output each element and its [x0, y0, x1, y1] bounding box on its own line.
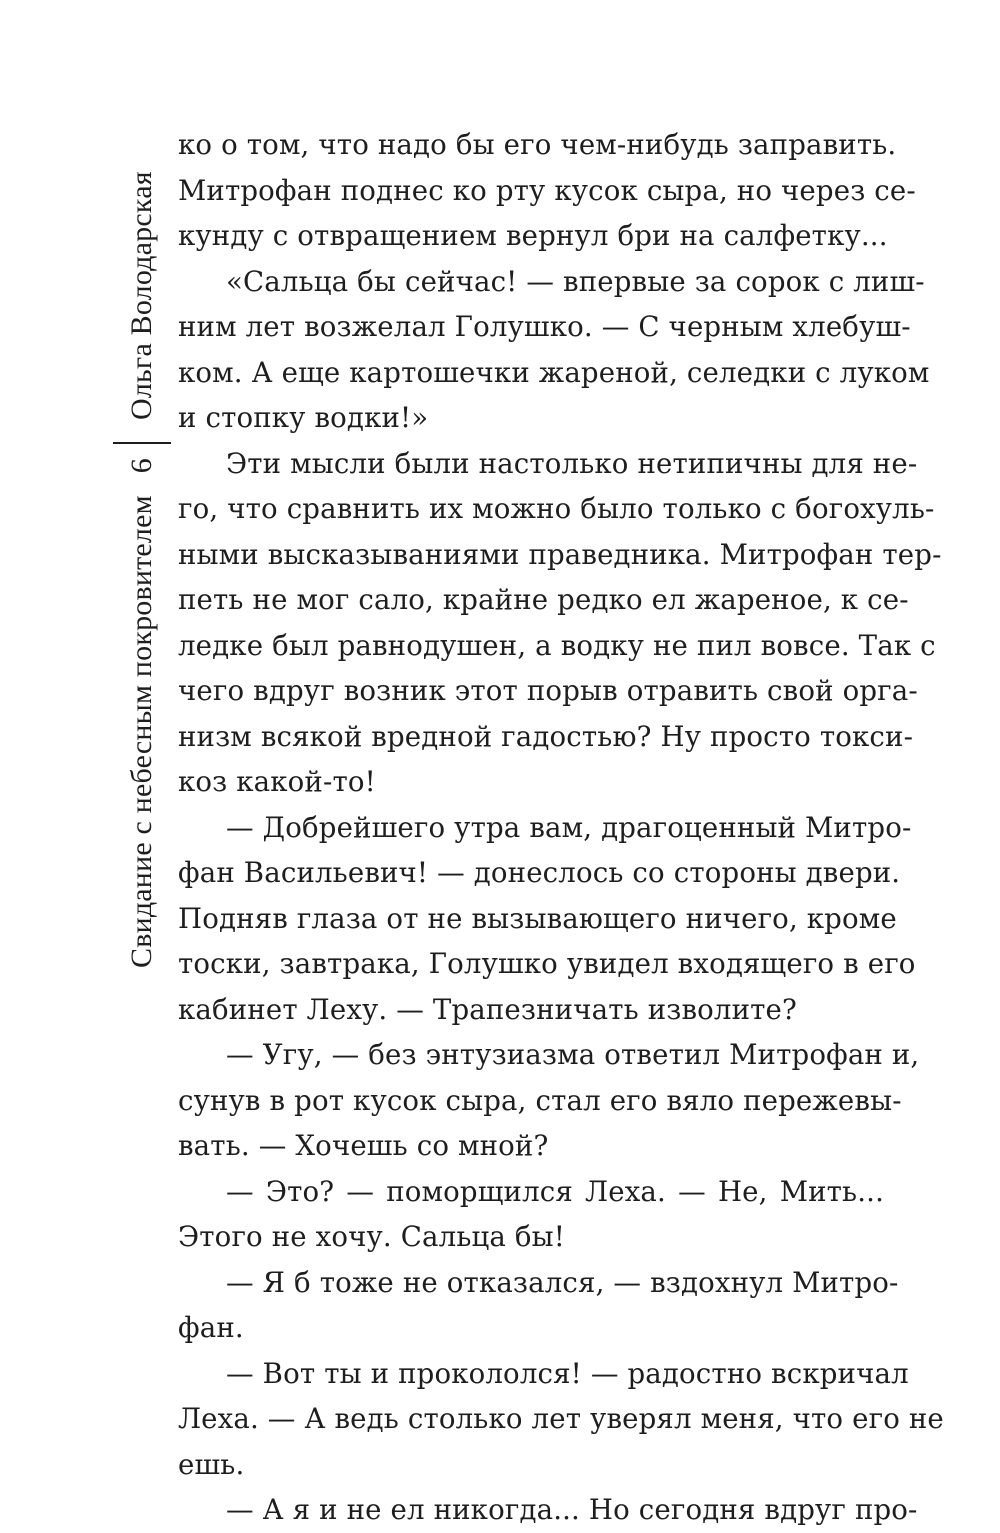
text-line: — Вот ты и прокололся! — радостно вскричал — [226, 1356, 909, 1390]
text-line: ледке был равнодушен, а водку не пил вовсе. Так с — [178, 628, 936, 662]
running-head — [122, 98, 162, 968]
text-line: чего вдруг возник этот порыв отравить свой орга- — [178, 674, 918, 707]
text-line: — А я и не ел никогда... Но сегодня вдруг про- — [226, 1493, 918, 1526]
text-line: ешь. — [178, 1447, 245, 1481]
text-line: ним лет возжелал Голушко. — С черным хлебуш- — [178, 310, 911, 343]
text-line: ными высказываниями праведника. Митрофан тер- — [178, 537, 942, 571]
text-line: фан Васильевич! — донеслось со стороны двери. — [178, 856, 901, 889]
divider-rule — [113, 442, 171, 444]
text-line: кунду с отвращением вернул бри на салфетку... — [178, 219, 888, 252]
text-line: сунув в рот кусок сыра, стал его вяло пережевы- — [178, 1083, 902, 1117]
text-line: — Угу, — без энтузиазма ответил Митрофан и, — [226, 1038, 920, 1071]
text-line: — Добрейшего утра вам, драгоценный Митро- — [226, 810, 912, 844]
text-line: низм всякой вредной гадостью? Ну просто токси- — [178, 719, 914, 753]
text-line: Этого не хочу. Сальца бы! — [178, 1220, 566, 1253]
text-line: ком. А еще картошечки жареной, селедки с луком — [178, 355, 930, 389]
text-line: тоски, завтрака, Голушко увидел входящего в его — [178, 947, 916, 980]
text-line: фан. — [178, 1311, 244, 1344]
text-line: — Я б тоже не отказался, — вздохнул Митро- — [226, 1265, 899, 1299]
text-line: — Это? — поморщился Леха. — Не, Мить... — [226, 1174, 884, 1208]
text-line: го, что сравнить их можно было только с богохуль- — [178, 492, 935, 525]
author-name: Ольга Володарская — [125, 171, 158, 420]
text-line: Леха. — А ведь столько лет уверял меня, что его не — [178, 1402, 944, 1435]
body-text — [178, 122, 944, 1533]
text-line: вать. — Хочешь со мной? — [178, 1129, 549, 1162]
text-line: Митрофан поднес ко рту кусок сыра, но через се- — [178, 173, 916, 207]
text-line: коз какой-то! — [178, 765, 376, 798]
text-line: «Сальца бы сейчас! — впервые за сорок с лиш- — [226, 264, 925, 298]
text-line: и стопку водки!» — [178, 401, 429, 434]
page-number: 6 — [125, 457, 158, 474]
text-line: Подняв глаза от не вызывающего ничего, кроме — [178, 901, 897, 935]
text-line: кабинет Леху. — Трапезничать изволите? — [178, 992, 797, 1026]
book-title: Свидание с небесным покровителем — [125, 495, 158, 968]
text-line: петь не мог сало, крайне редко ел жареное, к се- — [178, 583, 909, 616]
text-line: ко о том, что надо бы его чем-нибудь заправить. — [178, 128, 897, 161]
text-line: Эти мысли были настолько нетипичны для не- — [226, 446, 918, 480]
